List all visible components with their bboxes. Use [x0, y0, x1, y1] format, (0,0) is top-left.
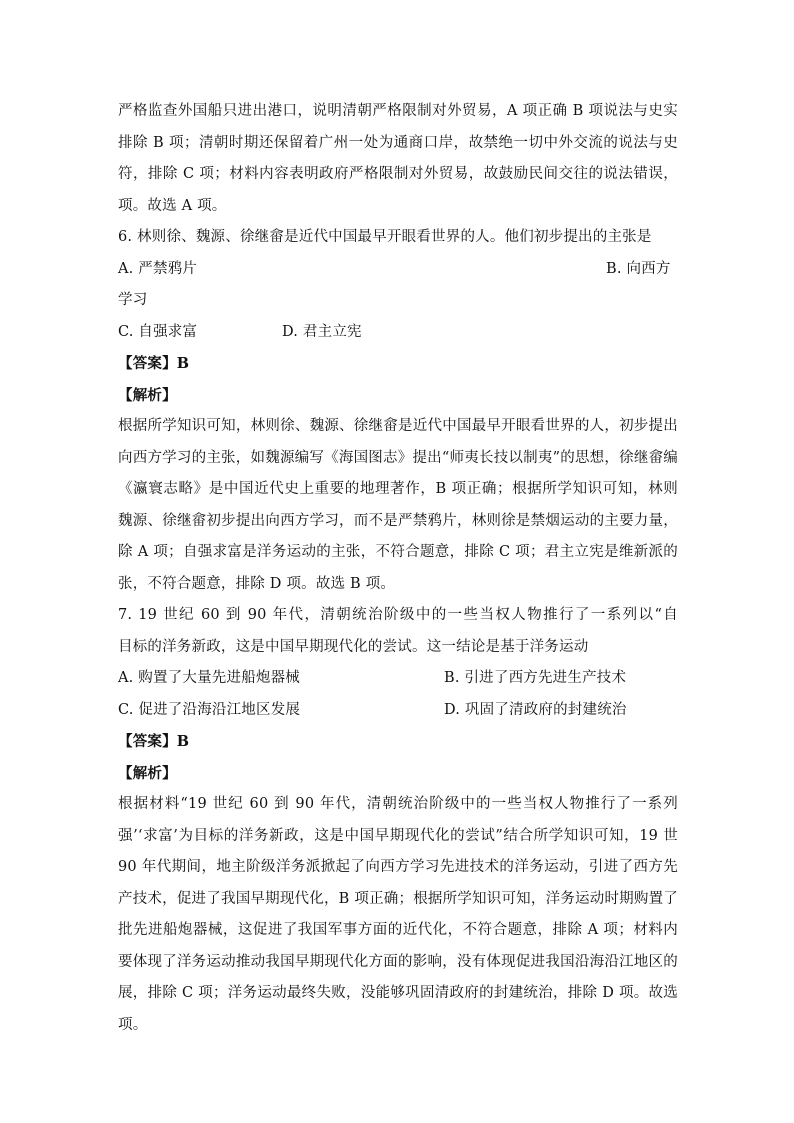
- q7-option-row-1: [118, 663, 678, 695]
- q5-analysis-line-4: 项。故选 A 项。: [118, 197, 227, 214]
- q6-analysis-line-6: 张，不符合题意，排除 D 项。故选 B 项。: [118, 575, 396, 592]
- q5-analysis-line-3: 符，排除 C 项；材料内容表明政府严格限制对外贸易，故鼓励民间交往的说法错误，: [118, 166, 678, 182]
- q5-analysis-block: [118, 96, 678, 222]
- q6-analysis-line-5: 除 A 项；自强求富是洋务运动的主张，不符合题意，排除 C 项；君主立宪是维新派的: [118, 544, 678, 560]
- q7-analysis-line-2: 强’‘求富’为目标的洋务新政，这是中国早期现代化的尝试”结合所学知识可知，19 世: [118, 827, 678, 844]
- q7-analysis-line-4: 产技术，促进了我国早期现代化，B 项正确；根据所学知识可知，洋务运动时期购置了: [118, 890, 678, 907]
- q6-option-row-1: [118, 254, 678, 286]
- q6-analysis-line-4: 魏源、徐继畲初步提出向西方学习，而不是严禁鸦片，林则徐是禁烟运动的主要力量，: [118, 512, 678, 529]
- q6-option-b: B. 向西方: [606, 260, 671, 277]
- q7-stem-line-2: 目标的洋务新政，这是中国早期现代化的尝试。这一结论是基于洋务运动: [118, 638, 589, 655]
- q5-analysis-line-2: 排除 B 项；清朝时期还保留着广州一处为通商口岸，故禁绝一切中外交流的说法与史: [118, 134, 678, 151]
- q7-analysis-line-3: 90 年代期间，地主阶级洋务派掀起了向西方学习先进技术的洋务运动，引进了西方先: [118, 859, 678, 875]
- q6-analysis-line-1: 根据所学知识可知，林则徐、魏源、徐继畲是近代中国最早开眼看世界的人，初步提出: [118, 418, 678, 434]
- q7-analysis-line-8: 项。: [118, 1016, 148, 1033]
- q6-option-row-2: [118, 317, 678, 349]
- q6-option-d: D. 君主立宪: [282, 323, 362, 340]
- q7-analysis-line-1: 根据材料“19 世纪 60 到 90 年代，清朝统治阶级中的一些当权人物推行了一系列: [118, 796, 678, 812]
- q7-option-a: A. 购置了大量先进船炮器械: [118, 670, 300, 686]
- q7-analysis-line-7: 展，排除 C 项；洋务运动最终失败，没能够巩固清政府的封建统治，排除 D 项。故选: [118, 985, 678, 1001]
- q7-analysis-label: 【解析】: [118, 764, 177, 782]
- q7-option-b: B. 引进了西方先进生产技术: [444, 670, 627, 686]
- q6-answer: 【答案】B: [118, 355, 190, 372]
- question-6: [118, 222, 678, 600]
- q6-analysis-line-3: 《瀛寰志略》是中国近代史上重要的地理著作，B 项正确；根据所学知识可知，林则: [118, 481, 678, 497]
- q7-option-c: C. 促进了沿海沿江地区发展: [118, 701, 301, 718]
- q6-option-a: A. 严禁鸦片: [118, 260, 198, 277]
- q7-answer: 【答案】B: [118, 733, 190, 750]
- q7-option-row-2: [118, 695, 678, 727]
- q7-analysis-line-6: 要体现了洋务运动推动我国早期现代化方面的影响，没有体现促进我国沿海沿江地区的: [118, 953, 678, 970]
- q6-option-c: C. 自强求富: [118, 323, 198, 340]
- q5-analysis-line-1: 严格监查外国船只进出港口，说明清朝严格限制对外贸易，A 项正确 B 项说法与史实: [118, 103, 678, 119]
- q6-stem: 6. 林则徐、魏源、徐继畲是近代中国最早开眼看世界的人。他们初步提出的主张是: [118, 229, 652, 245]
- q7-analysis-line-5: 批先进船炮器械，这促进了我国军事方面的近代化，不符合题意，排除 A 项；材料内: [118, 922, 678, 938]
- q6-analysis-label: 【解析】: [118, 386, 177, 404]
- question-7: [118, 600, 678, 1041]
- q7-stem-line-1: 7. 19 世纪 60 到 90 年代，清朝统治阶级中的一些当权人物推行了一系列以“自: [118, 607, 678, 623]
- q6-option-b-wrap: 学习: [118, 292, 148, 308]
- q6-analysis-line-2: 向西方学习的主张，如魏源编写《海国图志》提出“师夷长技以制夷”的思想，徐继畲编: [118, 449, 678, 466]
- document-page: [118, 96, 678, 1041]
- q7-option-d: D. 巩固了清政府的封建统治: [444, 701, 627, 718]
